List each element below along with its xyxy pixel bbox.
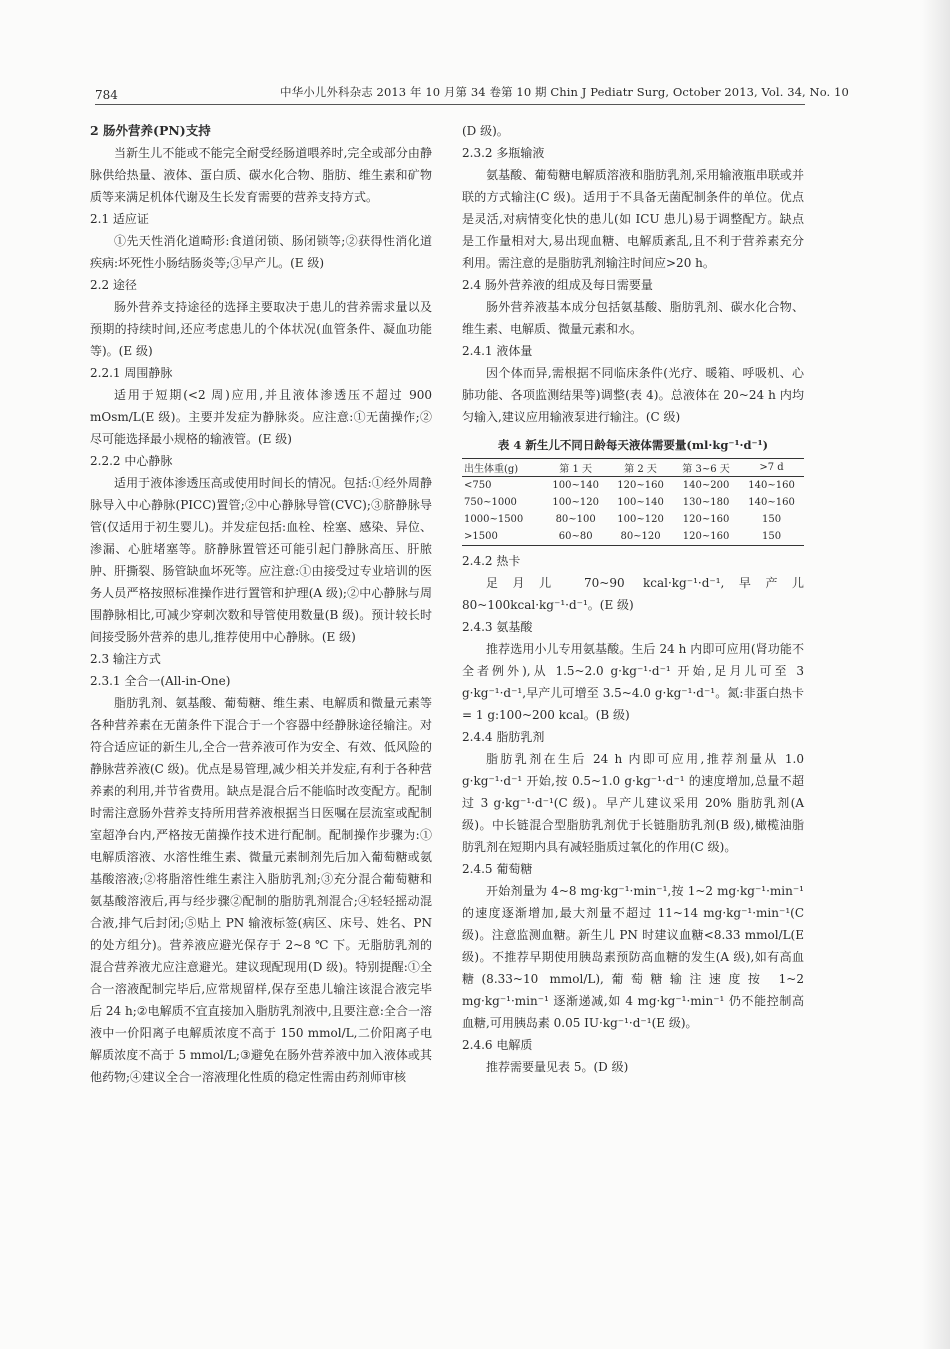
table-header-cell: 出生体重(g)	[464, 464, 519, 475]
left-column	[90, 120, 432, 1088]
paragraph: 肠外营养液基本成分包括氨基酸、脂肪乳剂、碳水化合物、维生素、电解质、微量元素和水。	[462, 300, 804, 336]
table-cell: 1000~1500	[464, 514, 524, 525]
table-cell: 60~80	[558, 531, 593, 542]
subsection-heading: 2.1 适应证	[90, 212, 149, 226]
table-row	[462, 511, 804, 528]
table-cell: 80~120	[620, 531, 661, 542]
table-cell: 100~140	[552, 480, 599, 491]
paragraph-continuation: (D 级)。	[462, 124, 509, 138]
paragraph: 脂肪乳剂在生后 24 h 内即可应用,推荐剂量从 1.0 g·kg⁻¹·d⁻¹ 开始,按 0.5~1.0 g·kg⁻¹·d⁻¹ 的速度增加,总量不超过 3 g·kg⁻¹·d⁻¹(C 级)。早产儿建议采用 20% 脂肪乳剂(A 级)。中长链混合型脂肪乳剂优于长链脂肪乳剂(B 级),橄榄油脂肪乳剂在短期内具有减轻脂质过氧化的作用(C 级)。	[462, 752, 804, 854]
subsection-heading: 2.2.2 中心静脉	[90, 454, 173, 468]
table-cell: 100~120	[617, 514, 664, 525]
subsection-heading: 2.4 肠外营养液的组成及每日需要量	[462, 278, 653, 292]
paragraph: 当新生儿不能或不能完全耐受经肠道喂养时,完全或部分由静脉供给热量、液体、蛋白质、碳水化合物、脂肪、维生素和矿物质等来满足机体代谢及生长发育需要的营养支持方式。	[90, 146, 432, 204]
table-cell: 120~160	[617, 480, 664, 491]
table-cell: 100~120	[552, 497, 599, 508]
table-header-cell: 第 1 天	[559, 464, 593, 475]
paragraph: ①先天性消化道畸形:食道闭锁、肠闭锁等;②获得性消化道疾病:坏死性小肠结肠炎等;③早产儿。(E 级)	[90, 234, 432, 270]
table-body	[462, 477, 804, 546]
table-row	[462, 494, 804, 511]
table-cell: 150	[761, 531, 782, 542]
header-rule	[95, 104, 805, 105]
subsection-heading: 2.4.3 氨基酸	[462, 620, 533, 634]
table-header-row	[462, 459, 804, 477]
running-header: 中华小儿外科杂志 2013 年 10 月第 34 卷第 10 期 Chin J Pediatr Surg, October 2013, Vol. 34, No. 10	[280, 85, 849, 99]
table-cell: 150	[761, 514, 782, 525]
subsection-heading: 2.4.4 脂肪乳剂	[462, 730, 545, 744]
right-column	[462, 120, 804, 1078]
table-cell: 130~180	[682, 497, 730, 508]
table-cell: <750	[464, 480, 492, 491]
table-row	[462, 528, 804, 546]
table-cell: 80~100	[555, 514, 596, 525]
table-cell: 100~140	[617, 497, 664, 508]
table-cell: 140~200	[682, 480, 730, 491]
subsection-heading: 2.3.1 全合一(All-in-One)	[90, 674, 231, 688]
paragraph: 推荐需要量见表 5。(D 级)	[486, 1060, 629, 1074]
paragraph: 足月儿 70~90 kcal·kg⁻¹·d⁻¹,早产儿 80~100kcal·kg⁻¹·d⁻¹。(E 级)	[462, 576, 804, 612]
subsection-heading: 2.4.1 液体量	[462, 344, 533, 358]
paragraph: 因个体而异,需根据不同临床条件(光疗、暖箱、呼吸机、心肺功能、各项监测结果等)调整(表 4)。总液体在 20~24 h 内均匀输入,建议应用输液泵进行输注。(C 级)	[462, 366, 804, 424]
subsection-heading: 2.4.5 葡萄糖	[462, 862, 533, 876]
page-number: 784	[95, 88, 118, 102]
section-heading: 2 肠外营养(PN)支持	[90, 123, 211, 138]
paragraph: 适用于液体渗透压高或使用时间长的情况。包括:①经外周静脉导入中心静脉(PICC)置管;②中心静脉导管(CVC);③脐静脉导管(仅适用于初生婴儿)。并发症包括:血栓、栓塞、感染、异位、渗漏、心脏堵塞等。脐静脉置管还可能引起门静脉高压、肝脓肿、肝撕裂、肠管缺血坏死等。应注意:①由接受过专业培训的医务人员严格按照标准操作进行置管和护理(A 级);②中心静脉与周围静脉相比,可减少穿刺次数和导管使用数量(B 级)。预计较长时间接受肠外营养的患儿,推荐使用中心静脉。(E 级)	[90, 476, 432, 644]
right-column-top	[462, 120, 804, 428]
paragraph: 脂肪乳剂、氨基酸、葡萄糖、维生素、电解质和微量元素等各种营养素在无菌条件下混合于一个容器中经静脉途径输注。对符合适应证的新生儿,全合一营养液可作为安全、有效、低风险的静脉营养液(C 级)。优点是易管理,减少相关并发症,有利于各种营养素的利用,并节省费用。缺点是混合后不能临时改变配方。配制时需注意肠外营养支持所用营养液根据当日医嘱在层流室或配制室超净台内,严格按无菌操作技术进行配制。配制操作步骤为:①电解质溶液、水溶性维生素、微量元素制剂先后加入葡萄糖或氨基酸溶液;②将脂溶性维生素注入脂肪乳剂;③充分混合葡萄糖和氨基酸溶液后,再与经步骤②配制的脂肪乳剂混合;④轻轻摇动混合液,排气后封闭;⑤贴上 PN 输液标签(病区、床号、姓名、PN 的处方组分)。营养液应避光保存于 2~8 ℃ 下。无脂肪乳剂的混合营养液尤应注意避光。建议现配现用(D 级)。特别提醒:①全合一溶液配制完毕后,应常规留样,保存至患儿输注该混合液完毕后 24 h;②电解质不宜直接加入脂肪乳剂液中,且要注意:全合一溶液中一价阳离子电解质浓度不高于 150 mmol/L,二价阳离子电解质浓度不高于 5 mmol/L;③避免在肠外营养液中加入液体或其他药物;④建议全合一溶液理化性质的稳定性需由药剂师审核	[90, 696, 432, 1084]
paragraph: 推荐选用小儿专用氨基酸。生后 24 h 内即可应用(肾功能不全者例外),从 1.5~2.0 g·kg⁻¹·d⁻¹ 开始,足月儿可至 3 g·kg⁻¹·d⁻¹,早产儿可增至 3.5~4.0 g·kg⁻¹·d⁻¹。氮:非蛋白热卡 = 1 g:100~200 kcal。(B 级)	[462, 642, 804, 722]
table-4-title: 表 4 新生儿不同日龄每天液体需要量(ml·kg⁻¹·d⁻¹)	[497, 438, 769, 452]
subsection-heading: 2.4.2 热卡	[462, 554, 521, 568]
paragraph: 适用于短期(<2 周)应用,并且液体渗透压不超过 900 mOsm/L(E 级)。主要并发症为静脉炎。应注意:①无菌操作;②尽可能选择最小规格的输液管。(E 级)	[90, 388, 432, 446]
table-cell: 120~160	[682, 514, 730, 525]
table-header-cell: 第 3~6 天	[682, 464, 730, 475]
right-column-bottom	[462, 550, 804, 1078]
paragraph: 肠外营养支持途径的选择主要取决于患儿的营养需求量以及预期的持续时间,还应考虑患儿的个体状况(血管条件、凝血功能等)。(E 级)	[90, 300, 432, 358]
table-header-cell: >7 d	[759, 462, 784, 473]
table-row	[462, 477, 804, 495]
subsection-heading: 2.2.1 周围静脉	[90, 366, 173, 380]
subsection-heading: 2.2 途径	[90, 278, 137, 292]
subsection-heading: 2.3.2 多瓶输液	[462, 146, 545, 160]
scan-edge-shadow	[922, 0, 950, 1349]
table-cell: 120~160	[682, 531, 730, 542]
table-header-cell: 第 2 天	[624, 464, 657, 475]
table-cell: 140~160	[748, 480, 795, 491]
paragraph: 氨基酸、葡萄糖电解质溶液和脂肪乳剂,采用输液瓶串联或并联的方式输注(C 级)。适用于不具备无菌配制条件的单位。优点是灵活,对病情变化快的患儿(如 ICU 患儿)易于调整配方。缺点是工作量相对大,易出现血糖、电解质紊乱,且不利于营养素充分利用。需注意的是脂肪乳剂输注时间应>20 h。	[462, 168, 804, 270]
table-cell: 750~1000	[464, 497, 517, 508]
paragraph: 开始剂量为 4~8 mg·kg⁻¹·min⁻¹,按 1~2 mg·kg⁻¹·min⁻¹ 的速度逐渐增加,最大剂量不超过 11~14 mg·kg⁻¹·min⁻¹(C 级)。注意监测血糖。新生儿 PN 时建议血糖<8.33 mmol/L(E 级)。不推荐早期使用胰岛素预防高血糖的发生(A 级),如有高血糖(8.33~10 mmol/L),葡萄糖输注速度按 1~2 mg·kg⁻¹·min⁻¹ 逐渐递减,如 4 mg·kg⁻¹·min⁻¹ 仍不能控制高血糖,可用胰岛素 0.05 IU·kg⁻¹·d⁻¹(E 级)。	[462, 884, 804, 1030]
subsection-heading: 2.3 输注方式	[90, 652, 161, 666]
subsection-heading: 2.4.6 电解质	[462, 1038, 533, 1052]
table-4	[462, 458, 804, 546]
table-cell: 140~160	[748, 497, 795, 508]
table-cell: >1500	[464, 531, 498, 542]
